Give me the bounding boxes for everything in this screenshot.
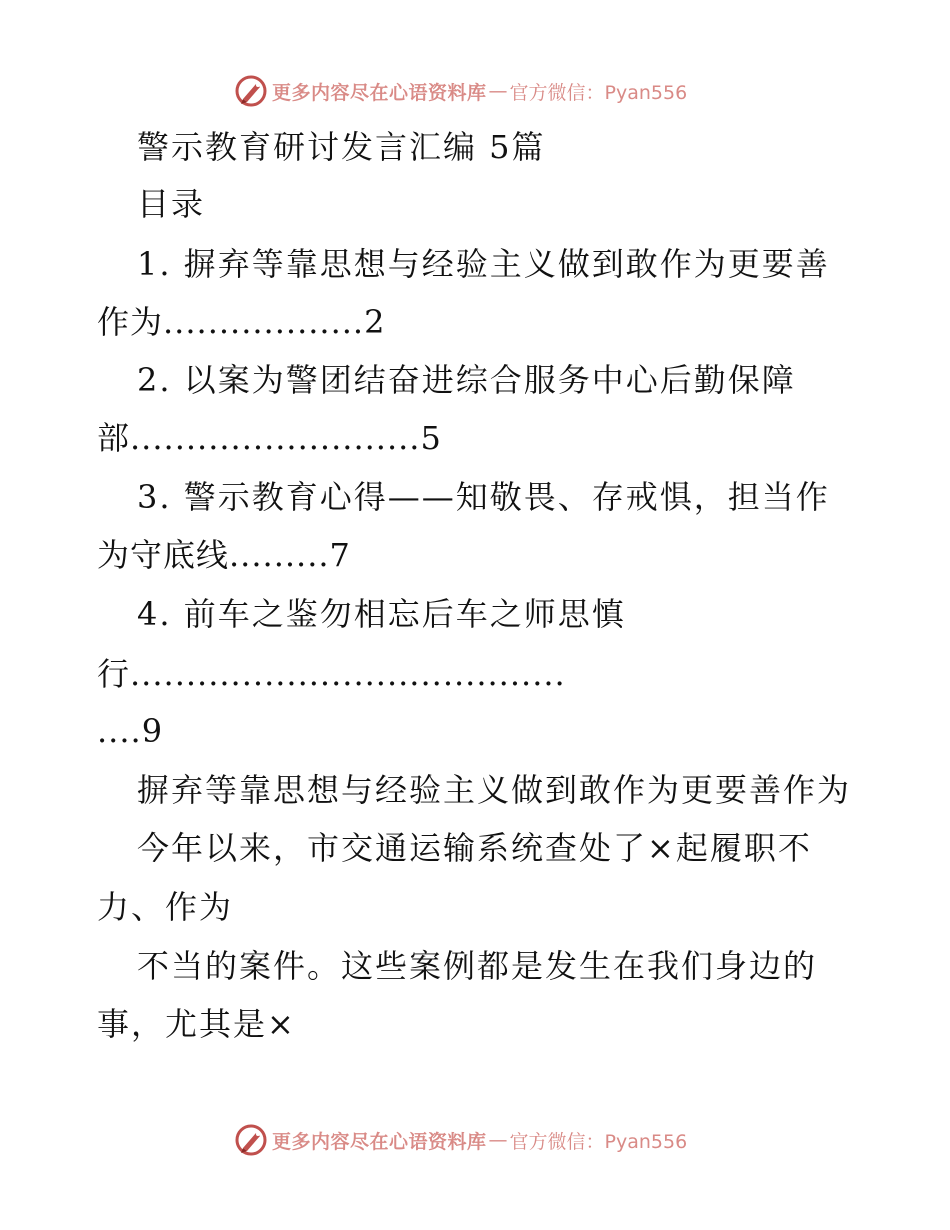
paragraph-1-line1: 今年以来，市交通运输系统查处了×起履职不 — [137, 829, 812, 867]
pen-logo-icon — [234, 1123, 268, 1157]
banner-slogan: 更多内容尽在心语资料库 — [272, 1130, 487, 1153]
paragraph-1-line2: 力、作为 — [97, 888, 234, 926]
section-heading: 摒弃等靠思想与经验主义做到敢作为更要善作为 — [137, 771, 852, 809]
toc-heading: 目录 — [137, 185, 206, 223]
banner-wechat-id: 官方微信：Pyan556 — [509, 1130, 688, 1153]
toc-item-4-line3: ....9 — [97, 712, 164, 750]
banner-separator: — — [488, 1129, 508, 1151]
document-title: 警示教育研讨发言汇编 5篇 — [137, 128, 546, 166]
toc-item-1-line1: 1. 摒弃等靠思想与经验主义做到敢作为更要善 — [137, 245, 830, 283]
toc-item-3-line2: 为守底线.........7 — [97, 536, 351, 574]
banner-wechat-id: 官方微信：Pyan556 — [509, 81, 688, 104]
toc-item-2-line2: 部..........................5 — [97, 419, 442, 457]
toc-item-4-line1: 4. 前车之鉴勿相忘后车之师思慎 — [137, 595, 626, 633]
pen-logo-icon — [234, 74, 268, 108]
toc-item-2-line1: 2. 以案为警团结奋进综合服务中心后勤保障 — [137, 361, 796, 399]
paragraph-2-line1: 不当的案件。这些案例都是发生在我们身边的 — [137, 947, 818, 985]
toc-item-4-line2: 行....................................... — [97, 655, 566, 693]
paragraph-2-line2: 事，尤其是× — [97, 1005, 296, 1043]
toc-item-3-line1: 3. 警示教育心得——知敬畏、存戒惧，担当作 — [137, 478, 830, 516]
banner-separator: — — [488, 80, 508, 102]
footer-banner — [234, 1122, 687, 1158]
toc-item-1-line2: 作为..................2 — [97, 303, 386, 341]
banner-slogan: 更多内容尽在心语资料库 — [272, 81, 487, 104]
header-banner — [234, 73, 687, 109]
